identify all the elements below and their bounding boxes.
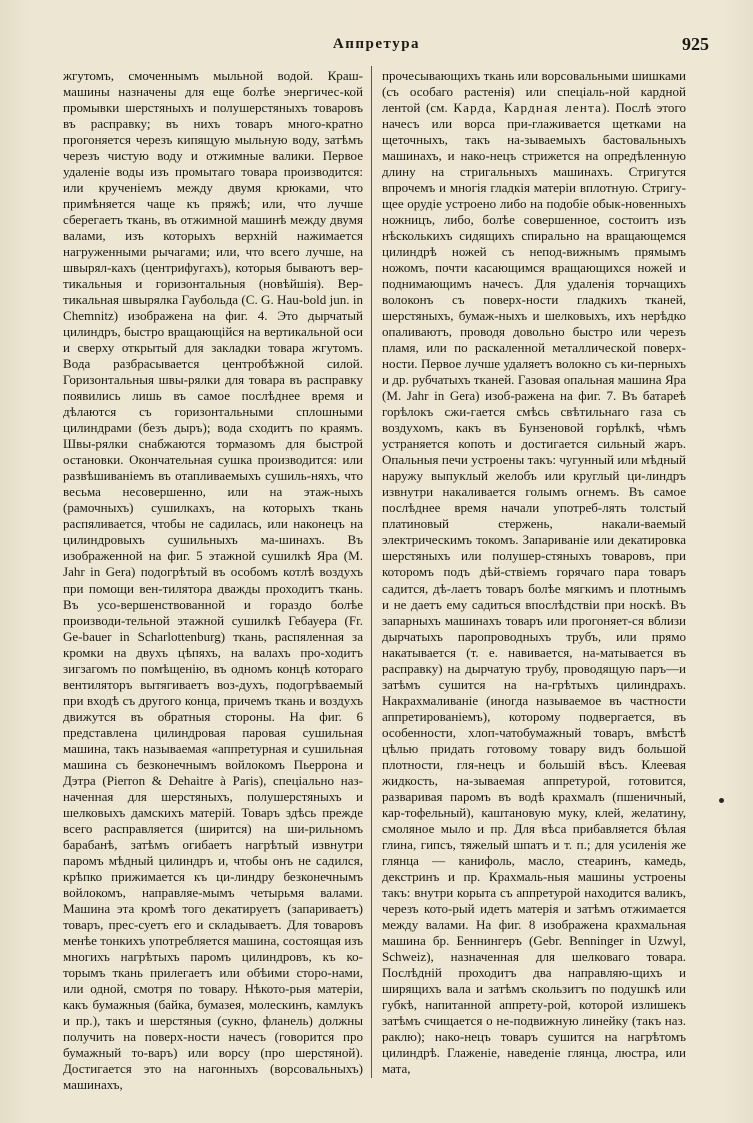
right-text-part-2: ). Послѣ этого начесъ или ворса при-глаживается щетками на щеточныхъ, такъ на-зываемыхъ бастовальныхъ машинахъ, и нако-нецъ стрижется на опредѣленную длину на стригальныхъ машинахъ. Стригутся впрочемъ и многія гладкія матеріи вплотную. Стригу-щее орудіе устроено либо на подобіе обык-новенныхъ ножницъ, либо, болѣе совершенное, состоитъ изъ нѣсколькихъ сидящихъ спирально на вращающемся цилиндрѣ ножей съ непод-вижнымъ прямымъ ножомъ, почти касающимся вращающихся ножей и поднимающимъ начесъ. Для удаленія торчащихъ волоконъ съ поверх-ности гладкихъ тканей, шерстяныхъ, бумаж-ныхъ и шелковыхъ, ихъ нерѣдко опаливаютъ, проводя довольно быстро или черезъ пламя, или по раскаленной металлической поверх-ности. Первое лучше удаляетъ волокно съ ки-перныхъ и др. рубчатыхъ тканей. Газовая опальная машина Яра (M. Jahr in Gera) изоб-ражена на фиг. 7. Въ батареѣ горѣлокъ сжи-гается смѣсь свѣтильнаго газа съ воздухомъ, какъ въ Бунзеновой горѣлкѣ, чѣмъ устраняется копоть и достигается сильный жаръ. Опальныя печи устроены такъ: чугунный или мѣдный наружу выпуклый желобъ или круглый ци-линдръ извнутри накаливается голымъ огнемъ. Въ самое послѣднее время начали употреб-лять толстый платиновый стержень, накали-ваемый электрическимъ токомъ. Запариваніе или декатировка шерстяныхъ или полушер-стяныхъ товаровъ, при которомъ подъ дѣй-ствіемъ горячаго пара товаръ садится, дѣ-лаетъ товаръ болѣе мягкимъ и плотнымъ и не даетъ ему садиться впослѣдствіи при носкѣ. Въ запарныхъ машинахъ товаръ или прогоняет-ся вблизи дырчатыхъ паропроводныхъ трубъ, или прямо накатывается (т. е. навивается, на-матывается въ расправку) на дырчатую трубу, проводящую паръ—и затѣмъ сушится на на-грѣтыхъ цилиндрахъ. Накрахмаливаніе (иногда называемое въ частности аппретированіемъ), которому подвергается, въ особенности, хлоп-чатобумажный товаръ, вмѣстѣ цѣлью придать готовому товару видъ большой плотности, гля-нецъ и большій вѣсъ. Клеевая жидкость, на-зываемая аппретурой, готовится, разваривая паромъ въ водѣ крахмалъ (пшеничный, кар-тофельный), каштановую муку, клей, желатину, смоляное мыло и пр. Для вѣса прибавляется бѣлая глина, гипсъ, тяжелый шпатъ и т. п.; для усиленія же глянца — канифоль, масло, стеаринъ, камедь, декстринъ и пр. Крахмаль-ныя машины устроены такъ: внутри корыта съ аппретурой находится валикъ, черезъ кото-рый идетъ матерія и затѣмъ отжимается между валами. На фиг. 8 изображена крахмальная машина бр. Беннингеръ (Gebr. Benninger in Uzwyl, Schweiz), назначенная для шелковаго товара. Послѣдній проходитъ два направляю-щихъ и ширящихъ вала и затѣмъ скользитъ по подушкѣ или губкѣ, напитанной аппрету-рой, которой излишекъ затѣмъ счищается о не-подвижную линейку (такъ наз. раклю); нако-нецъ товаръ сушится на нагрѣтомъ цилиндрѣ. Глаженіе, наведеніе глянца, люстра, или мата, (382, 100, 686, 1076)
right-text-part-1: прочесывающихъ ткань или ворсовальными шишками (съ особаго растенія) или спеціаль-ной кардной лентой (см. (382, 68, 686, 116)
page-number: 925 (682, 34, 709, 54)
ink-spot (719, 798, 724, 803)
right-column-text (382, 68, 686, 1077)
left-column-text: жгутомъ, смоченнымъ мыльной водой. Краш-машины назначены для еще болѣе энергичес-кой промывки шерстяныхъ и полушерстяныхъ товаровъ въ расправку; въ нихъ товаръ много-кратно прогоняется черезъ кипящую мыльную воду, затѣмъ черезъ чистую воду и отжимные валики. Первое удаленіе воды изъ промытаго товара производится: или крученіемъ между двумя крюками, что примѣняется чаще къ пряжѣ; или, что лучше сберегаетъ ткань, въ отжимной машинѣ между двумя валами, изъ которыхъ верхній нажимается нагруженными рычагами; или, что всего лучше, на швырял-кахъ (центрифугахъ), которыя бываютъ вер-тикальныя и горизонтальныя (новѣйшія). Вер-тикальная швырялка Гаубольда (C. G. Hau-bold jun. in Chemnitz) изображена на фиг. 4. Это дырчатый цилиндръ, быстро вращающійся на вертикальной оси и сверху открытый для закладки товара жгутомъ. Вода разбрасывается центробѣжной силой. Горизонтальныя швы-рялки для товара въ расправку появились лишь въ самое послѣднее время и дѣлаются съ горизонтальными сплошными цилиндрами (безъ дыръ); вода сходитъ по краямъ. Швы-рялки снабжаются тормазомъ для быстрой остановки. Окончательная сушка производится: или развѣшиваніемъ въ отапливаемыхъ сушиль-няхъ, что весьма несовершенно, или на этаж-ныхъ (рамочныхъ) сушилкахъ, на которыхъ ткань распяливается, чтобы не садилась, или наконецъ на цилиндровыхъ сушильныхъ ма-шинахъ. Въ изображенной на фиг. 5 этажной сушилкѣ Яра (M. Jahr in Gera) подогрѣтый въ особомъ котлѣ воздухъ при помощи вен-тилятора дважды проходитъ ткань. Въ усо-вершенствованной и гораздо болѣе производи-тельной этажной сушилкѣ Гебауера (Fr. Ge-bauer in Scharlottenburg) ткань, распяленная за кромки на двухъ цѣпяхъ, на валахъ про-ходитъ зигзагомъ по помѣщенію, въ одномъ концѣ котораго вентиляторъ вытягиваетъ воз-духъ, подогрѣваемый при входѣ съ другого конца, причемъ ткань и воздухъ движутся въ обратныя стороны. На фиг. 6 представлена цилиндровая паровая сушильная машина, такъ называемая «аппретурная и сушильная машина съ безконечнымъ войлокомъ Пьеррона и Дэтра (Pierron & Dehaitre à Paris), спеціально наз-наченная для шерстяныхъ, полушерстяныхъ и шелковыхъ дамскихъ матерій. Товаръ здѣсь прежде всего расправляется (ширится) на ши-рильномъ барабанѣ, затѣмъ огибаетъ нагрѣтый извнутри паромъ мѣдный цилиндръ и, чтобы онъ не садился, крѣпко прижимается къ ци-линдру безконечнымъ войлокомъ, направляе-мымъ четырьмя валами. Машина эта кромѣ того декатируетъ (запариваетъ) товаръ, прес-суетъ его и складываетъ. Для товаровъ менѣе тонкихъ употребляется машина, состоящая изъ многихъ нагрѣтыхъ паромъ цилиндровъ, къ ко-торымъ ткань прилегаетъ или обѣими сторо-нами, или одной, смотря по товару. Нѣкото-рыя матеріи, какъ бумажныя (байка, бумазея, молескинъ, камлукъ и пр.), такъ и шерстяныя (сукно, фланель) должны получить на поверх-ности начесъ (говорится про бумажный то-варъ) или ворсу (про шерстяной). Достигается это на нагонныхъ (ворсовальныхъ) машинахъ, (63, 68, 363, 1092)
right-column (382, 68, 686, 1118)
column-divider (371, 66, 372, 1078)
left-column (63, 68, 363, 1118)
running-head (0, 36, 753, 56)
cross-reference-term: Карда, Кардная лента (453, 100, 603, 116)
page-title: Аппретура (332, 36, 421, 52)
